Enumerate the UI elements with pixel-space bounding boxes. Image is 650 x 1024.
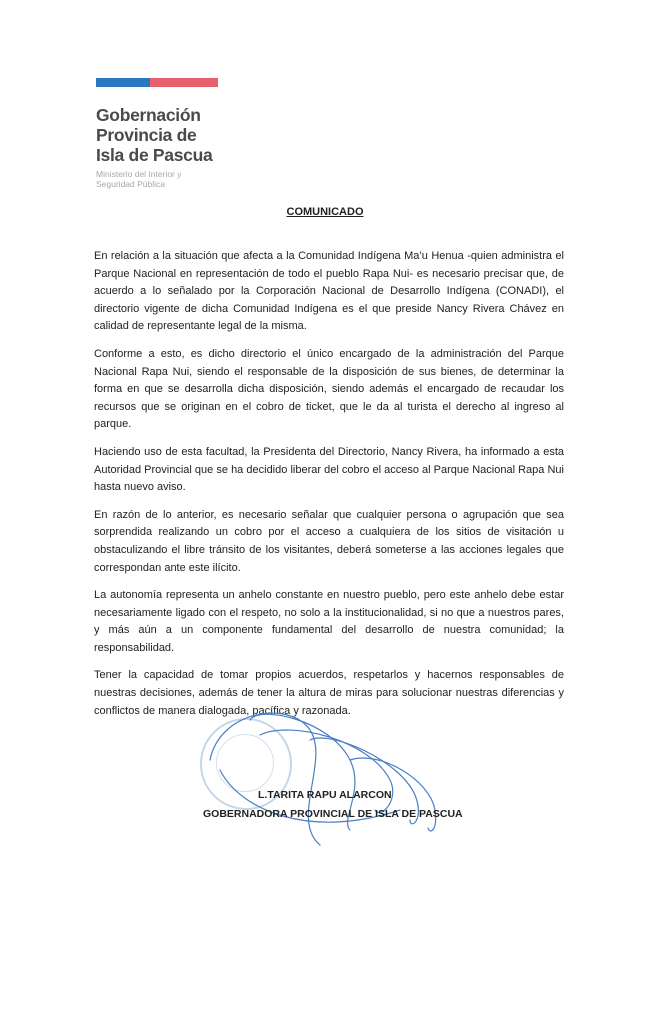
logo-subtitle-line: Ministerio del Interior y [96,169,182,179]
logo-title-line: Isla de Pascua [96,145,213,165]
paragraph: Haciendo uso de esta facultad, la Presidenta del Directorio, Nancy Rivera, ha informado a esta Autoridad Provincial que se ha decidido liberar del cobro el acceso al Parque Nacional Rapa Nui hasta nuevo aviso. [94,445,564,494]
paragraph: Tener la capacidad de tomar propios acuerdos, respetarlos y hacernos responsables de nuestras decisiones, además de tener la altura de miras para solucionar nuestras diferencias y conflictos de manera dialogada, pacífica y razonada. [94,669,564,717]
document-title: COMUNICADO [286,206,364,218]
document-body [94,248,564,730]
logo-subtitle [96,169,218,189]
logo-title-line: Provincia de [96,125,197,145]
flag-color-bar [96,78,218,87]
institution-logo [96,78,218,189]
flag-bar-red [150,78,218,87]
paragraph: La autonomía representa un anhelo constante en nuestro pueblo, pero este anhelo debe estar necesariamente ligado con el respeto, no solo a la institucionalidad, si no que a nuestros pares, y más aún a un componente fundamental del desarrollo de nuestra comunidad; la responsabilidad. [94,589,564,654]
logo-title [96,105,218,165]
flag-bar-blue [96,78,150,87]
paragraph: Conforme a esto, es dicho directorio el único encargado de la administración del Parque Nacional Rapa Nui, siendo el responsable de la disposición de sus bienes, de determinar la forma en que se desarrolla dicha disposición, siendo además el encargado de recaudar los recursos que se originan en el cobro de ticket, que le da al turista el derecho al ingreso al parque. [94,347,564,431]
logo-subtitle-line: Seguridad Pública [96,179,165,189]
signatory-name: L.TARITA RAPU ALARCON [258,789,392,801]
signatory-role: GOBERNADORA PROVINCIAL DE ISLA DE PASCUA [203,808,463,820]
handwritten-signature [200,700,460,850]
paragraph: En razón de lo anterior, es necesario señalar que cualquier persona o agrupación que sea sorprendida realizando un cobro por el acceso a cualquiera de los sitios de visitación u obstaculizando el libre tránsito de los visitantes, deberá someterse a las acciones legales que correspondan ante este ilícito. [94,508,564,574]
logo-title-line: Gobernación [96,105,201,125]
paragraph: En relación a la situación que afecta a la Comunidad Indígena Ma’u Henua -quien administra el Parque Nacional en representación de todo el pueblo Rapa Nui- es necesario precisar que, de acuerdo a lo señalado por la Corporación Nacional de Desarrollo Indígena (CONADI), el directorio vigente de dicha Comunidad Indígena es el que preside Nancy Rivera Chávez en calidad de representante legal de la misma. [94,250,564,333]
